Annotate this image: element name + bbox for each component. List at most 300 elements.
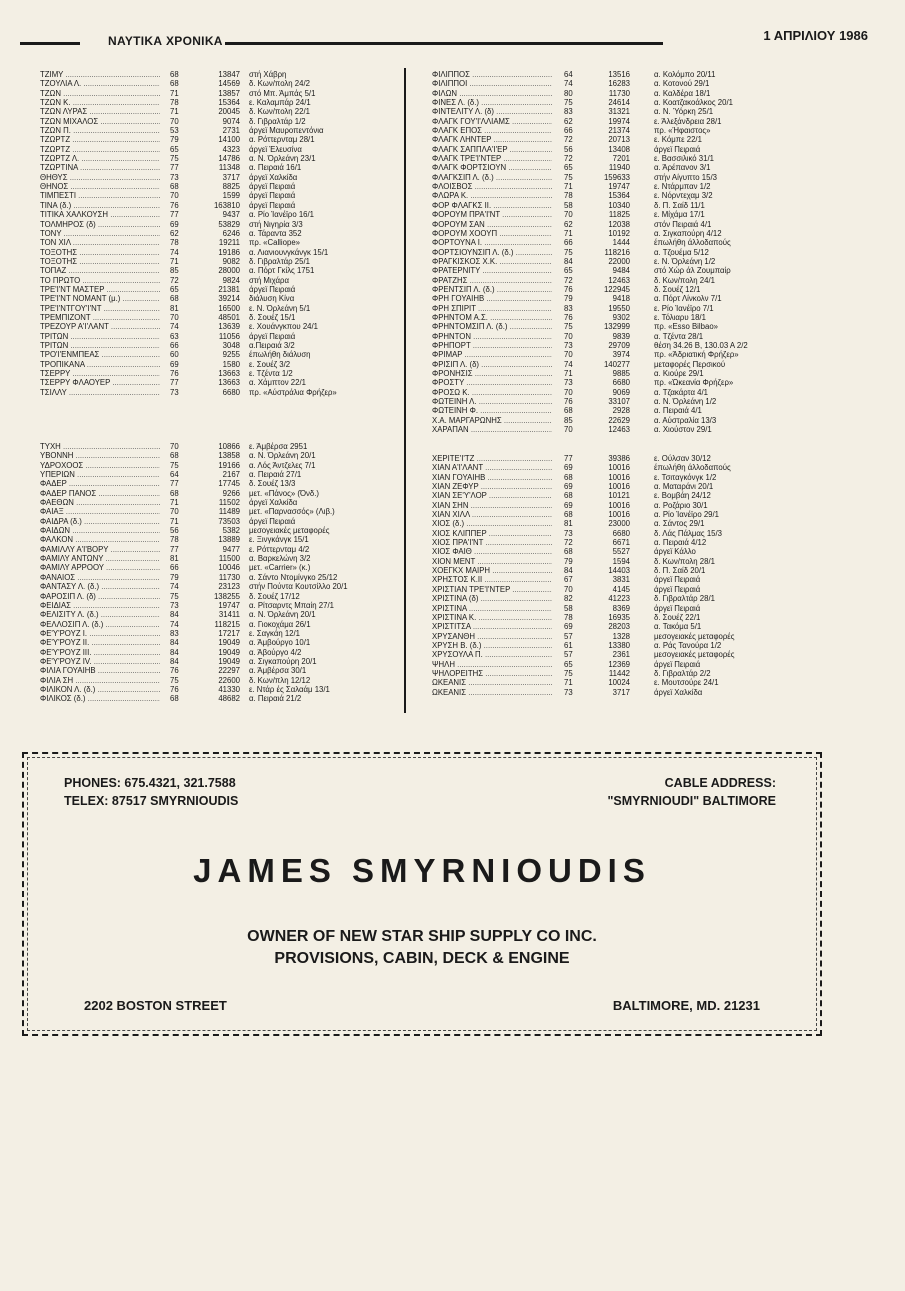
ship-row [40, 145, 395, 154]
tonnage: 22297 [218, 666, 240, 676]
ship-position: α. Κολόμπο 20/11 [654, 70, 716, 79]
build-year: 58 [564, 200, 573, 210]
ship-name: ΦΙΛΙΠΠΟΙ ..... [432, 79, 552, 88]
ship-name: ΤΖΩΡΤΙΝΑ ..... [40, 163, 160, 172]
tonnage: 9437 [222, 210, 240, 220]
tonnage: 19049 [218, 638, 240, 648]
ship-name: ΦΛΩΡΑ Κ. ..... [432, 191, 552, 200]
ad-cable-value: "SMYRNIOUDI" BALTIMORE [607, 794, 776, 808]
ship-name: ΦΙΛΙΚΟΣ (δ.) ..... [40, 694, 160, 703]
build-year: 68 [170, 294, 179, 304]
ship-name: ΦΟΡΤΟΥΝΑ Ι. ..... [432, 238, 552, 247]
ship-row [40, 378, 395, 387]
tonnage: 11730 [218, 572, 240, 582]
tonnage: 132999 [603, 322, 630, 332]
ship-position: θέση 34.26 Β, 130.03 Α 2/2 [654, 340, 748, 350]
ship-row [432, 154, 822, 163]
ship-row [432, 575, 822, 584]
ship-list-col1 [40, 70, 395, 397]
ship-name: ΩΚΕΑΝΙΣ ..... [432, 678, 552, 687]
build-year: 77 [564, 454, 573, 463]
ship-name: ΦΑΜΙΛΥ ΑΝΤΩΝΥ ..... [40, 554, 160, 563]
ship-row [432, 313, 822, 322]
ship-position: δ. Κων/πολη 24/1 [654, 275, 715, 285]
ship-name: ΧΙΑΝ ΓΟΥΑΙΗΒ ..... [432, 473, 552, 482]
ship-row [432, 70, 822, 79]
build-year: 68 [170, 70, 179, 79]
ship-row [432, 285, 822, 294]
ship-name: ΤΙΤΙΚΑ ΧΑΛΚΟΥΣΗ ..... [40, 210, 160, 219]
tonnage: 16283 [608, 79, 630, 89]
ship-row [40, 126, 395, 135]
ship-position: άργεϊ Χαλκίδα [249, 172, 298, 182]
build-year: 74 [170, 247, 179, 257]
ship-name: ΦΡΕΝΤΣΙΠ Λ. (δ.) ..... [432, 285, 552, 294]
ship-position: α. Ροζάριο 30/1 [654, 500, 708, 510]
ship-name: ΤΡΙΤΩΝ ..... [40, 332, 160, 341]
tonnage: 2361 [612, 650, 630, 660]
ship-name: ΧΙΑΝ ΧΙΛΛ ..... [432, 510, 552, 519]
ship-row [432, 491, 822, 500]
build-year: 76 [170, 369, 179, 378]
ship-name: ΤΡΙΤΩΝ ..... [40, 341, 160, 350]
tonnage: 10192 [608, 228, 630, 238]
ship-name: ΤΖΩΝ ΜΙΧΑΛΟΣ ..... [40, 117, 160, 126]
ship-name: ΤΟΛΜΗΡΟΣ (δ) ..... [40, 220, 160, 229]
ship-position: α. Λός Άντζελες 7/1 [249, 460, 316, 470]
ship-name: ΦΡΗΝΤΟΜ Α.Σ. ..... [432, 313, 552, 322]
ship-row [432, 378, 822, 387]
tonnage: 33107 [608, 397, 630, 407]
build-year: 84 [564, 566, 573, 576]
ship-row [432, 294, 822, 303]
ship-position: ε. Καλαμπάρ 24/1 [249, 98, 311, 108]
ship-name: ΧΡΥΣΑΝΘΗ ..... [432, 632, 552, 641]
tonnage: 9074 [222, 116, 240, 126]
ship-position: α. Ρίο Ίανέϊρο 29/1 [654, 510, 719, 520]
ship-position: στόν Πειραιά 4/1 [654, 219, 712, 229]
ship-row [40, 388, 395, 397]
ship-position: στή Μιχάρα [249, 275, 289, 285]
ship-row [40, 163, 395, 172]
build-year: 69 [564, 482, 573, 492]
ship-row [40, 638, 395, 647]
tonnage: 3717 [222, 172, 240, 182]
ship-position: έπωλήθη άλλοδαπούς [654, 238, 731, 248]
tonnage: 6680 [612, 528, 630, 538]
ship-name: ΤΖΩΝ Κ. ..... [40, 98, 160, 107]
tonnage: 39214 [218, 294, 240, 304]
ship-name: ΦΟΡ ΦΛΑΓΚΣ ΙΙ. ..... [432, 201, 552, 210]
ship-name: Χ.Α. ΜΑΡΓΑΡΩΝΗΣ ..... [432, 416, 552, 425]
ship-position: μεσογειακές μεταφορές [654, 650, 735, 660]
ship-position: στή Νιγηρία 3/3 [249, 219, 303, 229]
ship-name: ΧΟΕΓΚΧ ΜΑΙΡΗ ..... [432, 566, 552, 575]
ship-position: α. Άμβούργο 10/1 [249, 638, 311, 648]
ship-name: ΧΡΙΣΤΙΝΑ ..... [432, 604, 552, 613]
ship-position: άργεϊ Πειραιά [249, 331, 296, 341]
ship-name: ΤΣΕΡΡΥ ..... [40, 369, 160, 378]
build-year: 70 [170, 507, 179, 517]
ship-name: ΤΟΠΑΖ ..... [40, 266, 160, 275]
ship-row [40, 685, 395, 694]
ship-row [40, 657, 395, 666]
ship-row [40, 517, 395, 526]
ship-name: ΦΡΗΠΟΡΤ ..... [432, 341, 552, 350]
ship-position: στό Μπ. Άμπάς 5/1 [249, 88, 316, 98]
ship-position: δ. Κων/πολη 28/1 [654, 556, 715, 566]
ship-name: ΦΑΛΚΟΝ ..... [40, 535, 160, 544]
ship-row [40, 154, 395, 163]
ship-position: α. Σιγκαπούρη 4/12 [654, 228, 722, 238]
ship-row [432, 566, 822, 575]
build-year: 69 [564, 500, 573, 510]
tonnage: 5382 [222, 526, 240, 536]
build-year: 62 [170, 228, 179, 238]
ship-name: ΤΖΟΥΛΙΑ Λ. ..... [40, 79, 160, 88]
ship-row [40, 238, 395, 247]
ship-row [40, 648, 395, 657]
build-year: 79 [170, 572, 179, 582]
ship-position: δ. Λάς Πάλμας 15/3 [654, 528, 723, 538]
ship-name: ΦΛΟΙΣΒΟΣ ..... [432, 182, 552, 191]
build-year: 60 [170, 350, 179, 360]
tonnage: 20045 [218, 107, 240, 117]
build-year: 73 [170, 387, 179, 397]
ship-name: ΦΛΑΓΚ ΣΑΠΠΛΑ'Ι'ΕΡ ..... [432, 145, 552, 154]
ship-row [40, 470, 395, 479]
ship-row [40, 573, 395, 582]
ship-position: άργεϊ Πειραιά [249, 284, 296, 294]
build-year: 68 [564, 510, 573, 520]
ship-position: α. Ματαράνι 20/1 [654, 482, 714, 492]
ship-name: ΧΡΙΣΤΙΝΑ (δ) ..... [432, 594, 552, 603]
ship-name: ΦΡΗΝΤΟΜΣΙΠ Λ. (δ.) ..... [432, 322, 552, 331]
ship-position: α. Σάντος 29/1 [654, 519, 705, 529]
ship-row [432, 406, 822, 415]
build-year: 73 [170, 172, 179, 182]
build-year: 74 [564, 79, 573, 89]
build-year: 67 [564, 575, 573, 585]
ship-row [432, 594, 822, 603]
build-year: 70 [170, 116, 179, 126]
tonnage: 2928 [612, 406, 630, 416]
column-divider [404, 68, 406, 713]
ship-name: ΤΡΕΖΟΥΡ Α'Ι'ΛΑΝΤ ..... [40, 322, 160, 331]
build-year: 78 [170, 535, 179, 545]
build-year: 77 [170, 378, 179, 388]
ship-position: ε. Ρίο Ίανέϊρο 7/1 [654, 303, 714, 313]
ship-name: ΤΟ ΠΡΩΤΟ ..... [40, 276, 160, 285]
tonnage: 19049 [218, 656, 240, 666]
ship-name: ΦΕΙΔΙΑΣ ..... [40, 601, 160, 610]
build-year: 66 [564, 126, 573, 136]
ship-name: ΤΡΕ'Ι'ΝΤΓΟΥ'Ι'ΝΤ ..... [40, 304, 160, 313]
ship-position: ε. Βασσιλικό 31/1 [654, 154, 714, 164]
tonnage: 11348 [218, 163, 240, 173]
tonnage: 13516 [608, 70, 630, 79]
ship-row [432, 519, 822, 528]
build-year: 75 [564, 172, 573, 182]
ship-name: ΧΙΑΝ Α'Ι'ΛΑΝΤ ..... [432, 463, 552, 472]
ship-position: άργεϊ Μαυροπεντόνια [249, 126, 324, 136]
ship-name: ΤΖΩΡΤΖ ..... [40, 145, 160, 154]
build-year: 74 [170, 322, 179, 332]
ship-position: ε. Άμβέρσα 2951 [249, 442, 308, 451]
tonnage: 6680 [222, 387, 240, 397]
tonnage: 28203 [608, 622, 630, 632]
ship-name: ΦΑΝΤΑΣΥ Λ. (δ.) ..... [40, 582, 160, 591]
ship-name: ΥΔΡΟΧΟΟΣ ..... [40, 461, 160, 470]
tonnage: 19747 [608, 182, 630, 192]
page-header [20, 28, 880, 48]
build-year: 75 [170, 591, 179, 601]
ship-name: ΦΩΤΕΙΝΗ Φ. ..... [432, 406, 552, 415]
ship-name: ΧΕΡΙΤΕ'Ι'ΤΖ ..... [432, 454, 552, 463]
ship-name: ΤΖΩΝ ΛΥΡΑΣ ..... [40, 107, 160, 116]
ship-position: α. Ν. Όρλεάνη 23/1 [249, 154, 316, 164]
ship-name: ΧΡΙΣΤΙΑΝ ΤΡΕ'Ι'ΝΤΕΡ ..... [432, 585, 552, 594]
ship-name: ΘΗΝΟΣ ..... [40, 182, 160, 191]
ship-position: α. Ράς Τανούρα 1/2 [654, 640, 722, 650]
ship-row [432, 688, 822, 697]
ship-position: άργεϊ Πειραιά [249, 516, 296, 526]
ship-position: μετ. «Πάνος» (Όνδ.) [249, 488, 319, 498]
ship-position: α. Πειραιά 27/1 [249, 470, 302, 480]
ship-row [432, 425, 822, 434]
build-year: 69 [564, 463, 573, 473]
ship-position: ε. Ντάρ ές Σαλαάμ 13/1 [249, 684, 330, 694]
ship-row [40, 369, 395, 378]
tonnage: 1599 [222, 191, 240, 201]
ship-row [432, 238, 822, 247]
ship-name: ΦΑΜΙΛΥ ΑΡΡΟΟΥ ..... [40, 563, 160, 572]
ship-position: α. Χάμπτον 22/1 [249, 378, 306, 388]
tonnage: 8369 [612, 603, 630, 613]
tonnage: 9885 [612, 369, 630, 378]
tonnage: 7201 [612, 154, 630, 164]
ship-position: α. Καλδέρα 18/1 [654, 88, 711, 98]
ship-name: ΧΙΟΣ (δ.) ..... [432, 519, 552, 528]
build-year: 84 [170, 638, 179, 648]
ship-position: α.Πειραιά 3/2 [249, 340, 295, 350]
ship-position: μεταφορές Περσικού [654, 359, 726, 369]
build-year: 78 [170, 238, 179, 248]
ship-position: άργεϊ Χαλκίδα [654, 687, 703, 697]
tonnage: 23123 [218, 582, 240, 592]
ship-name: ΦΙΝΤΕΛΙΤΥ Λ. (δ) ..... [432, 107, 552, 116]
ship-row [40, 563, 395, 572]
ship-name: ΨΗΛΟΡΕΙΤΗΣ ..... [432, 669, 552, 678]
ship-position: άργεϊ Έλευσίνα [249, 144, 302, 154]
tonnage: 31411 [218, 610, 240, 620]
ship-position: α. Τάραντα 352 [249, 228, 302, 238]
ship-name: ΦΑΙΑΞ ..... [40, 507, 160, 516]
build-year: 81 [170, 303, 179, 313]
tonnage: 19747 [218, 600, 240, 610]
tonnage: 13847 [218, 70, 240, 79]
ship-row [40, 98, 395, 107]
ship-name: ΦΟΡΤΣΙΟΥΝΣΙΠ Λ. (δ.) ..... [432, 248, 552, 257]
build-year: 68 [170, 182, 179, 192]
build-year: 83 [170, 628, 179, 638]
ship-name: ΦΛΑΓΚ ΦΟΡΤΣΙΟΥΝ ..... [432, 163, 552, 172]
ship-row [40, 507, 395, 516]
ship-row [432, 248, 822, 257]
ship-position: στήν Πούντα Κουτσίλλο 20/1 [249, 582, 348, 592]
ship-position: ε. Βομβάη 24/12 [654, 491, 711, 501]
ship-row [40, 451, 395, 460]
build-year: 72 [564, 538, 573, 548]
ship-name: ΦΙΛΙΠΠΟΣ ..... [432, 70, 552, 79]
tonnage: 19186 [218, 247, 240, 257]
ship-position: α. Πειραιά 4/1 [654, 406, 702, 416]
issue-date: 1 ΑΠΡΙΛΙΟΥ 1986 [763, 28, 868, 43]
tonnage: 3974 [612, 350, 630, 360]
tonnage: 3048 [222, 340, 240, 350]
ship-name: ΦΟΡΟΥΜ ΣΑΝ ..... [432, 220, 552, 229]
build-year: 66 [170, 563, 179, 573]
ship-position: α. Ν. Όρλεάνη 20/1 [249, 610, 316, 620]
tonnage: 10016 [608, 463, 630, 473]
tonnage: 53829 [218, 219, 240, 229]
ship-row [432, 276, 822, 285]
ship-row [432, 641, 822, 650]
ship-position: α. Τζέντα 28/1 [654, 331, 704, 341]
ship-name: ΤΙΝΑ (δ.) ..... [40, 201, 160, 210]
ship-position: άργεϊ Πειραιά [654, 575, 701, 585]
build-year: 70 [564, 331, 573, 341]
build-year: 75 [564, 668, 573, 678]
ship-position: ε. Ρόττερνταμ 4/2 [249, 544, 310, 554]
ship-name: ΦΛΑΓΚΣΙΠ Λ. (δ.) ..... [432, 173, 552, 182]
tonnage: 118215 [214, 619, 240, 629]
build-year: 75 [564, 322, 573, 332]
ship-position: δ. Σουέζ 12/1 [654, 284, 701, 294]
ship-name: ΥΒΟΝΝΗ ..... [40, 451, 160, 460]
ship-row [432, 332, 822, 341]
build-year: 76 [170, 200, 179, 210]
tonnage: 4323 [222, 144, 240, 154]
build-year: 56 [170, 526, 179, 536]
tonnage: 163810 [213, 200, 240, 210]
tonnage: 16500 [218, 303, 240, 313]
tonnage: 29709 [608, 340, 630, 350]
tonnage: 10024 [608, 678, 630, 688]
ship-position: α. Πειραιά 16/1 [249, 163, 302, 173]
ship-position: α. Χιούστον 29/1 [654, 425, 712, 435]
ad-telex: TELEX: 87517 SMYRNIOUDIS [64, 794, 239, 808]
ship-name: ΦΡΙΜΑΡ ..... [432, 350, 552, 359]
build-year: 65 [170, 284, 179, 294]
ship-list-col2 [40, 442, 395, 704]
tonnage: 5527 [612, 547, 630, 557]
ship-row [40, 229, 395, 238]
tonnage: 9484 [612, 266, 630, 276]
ship-name: ΤΖΩΡΤΖ Λ. ..... [40, 154, 160, 163]
tonnage: 41223 [608, 594, 630, 604]
build-year: 61 [564, 640, 573, 650]
ship-name: ΧΙΟΣ ΠΡΑ'Ι'ΝΤ ..... [432, 538, 552, 547]
ship-position: α. Βαρκελώνη 3/2 [249, 554, 311, 564]
ship-row [40, 322, 395, 331]
tonnage: 10016 [608, 482, 630, 492]
ship-position: ε. Ν. Όρλεάνη 1/2 [654, 256, 716, 266]
build-year: 82 [564, 594, 573, 604]
ship-name: ΦΙΛΙΚΟΝ Λ. (δ.) ..... [40, 685, 160, 694]
ship-position: α. Ρίο Ίανέϊρο 16/1 [249, 210, 314, 220]
ship-name: ΦΛΑΓΚ ΕΠΟΣ ..... [432, 126, 552, 135]
ship-name: ΦΕ'Υ'ΡΟΥΖ ΙΙΙ. ..... [40, 648, 160, 657]
build-year: 68 [564, 472, 573, 482]
ship-row [40, 313, 395, 322]
ship-row [40, 201, 395, 210]
ship-row [432, 547, 822, 556]
build-year: 70 [170, 442, 179, 451]
ship-row [432, 538, 822, 547]
ad-cable-label: CABLE ADDRESS: [664, 776, 776, 790]
ship-row [40, 220, 395, 229]
build-year: 64 [170, 470, 179, 480]
ship-position: δ. Γιβραλτάρ 1/2 [249, 116, 306, 126]
build-year: 71 [170, 516, 179, 526]
ship-row [432, 622, 822, 631]
tonnage: 16935 [608, 612, 630, 622]
tonnage: 13858 [218, 451, 240, 461]
build-year: 69 [170, 359, 179, 369]
tonnage: 10121 [608, 491, 630, 501]
tonnage: 17217 [218, 628, 240, 638]
ship-row [40, 629, 395, 638]
ship-name: ΤΡΕΜΠΙΖΟΝΤ ..... [40, 313, 160, 322]
build-year: 78 [170, 98, 179, 108]
ship-row [40, 79, 395, 88]
ship-row [432, 585, 822, 594]
tonnage: 10046 [218, 563, 240, 573]
ship-position: α. Κιούρε 29/1 [654, 369, 704, 378]
build-year: 68 [170, 488, 179, 498]
ship-name: ΤΥΧΗ ..... [40, 442, 160, 451]
tonnage: 1444 [612, 238, 630, 248]
ship-name: ΦΙΛΩΝ ..... [432, 89, 552, 98]
build-year: 62 [564, 219, 573, 229]
ship-position: έπωλήθη διάλυση [249, 350, 311, 360]
ad-city: BALTIMORE, MD. 21231 [612, 998, 760, 1013]
ship-name: ΤΙΜΠΕΣΤΙ ..... [40, 191, 160, 200]
tonnage: 14786 [218, 154, 240, 164]
ship-name: ΤΖΩΡΤΖ ..... [40, 135, 160, 144]
ship-name: ΤΟΞΟΤΗΣ ..... [40, 248, 160, 257]
tonnage: 140277 [603, 359, 630, 369]
build-year: 71 [564, 369, 573, 378]
ship-row [432, 613, 822, 622]
ship-name: ΧΡΥΣΟΥΛΑ Π. ..... [432, 650, 552, 659]
build-year: 83 [564, 107, 573, 117]
ship-position: α. Άβούργο 4/2 [249, 647, 302, 657]
tonnage: 15364 [218, 98, 240, 108]
build-year: 70 [564, 350, 573, 360]
tonnage: 9255 [222, 350, 240, 360]
ship-position: ε. Τόλιαρυ 18/1 [654, 312, 706, 322]
ship-position: πρ. «Άδριατική Φρήζερ» [654, 350, 739, 360]
build-year: 75 [170, 460, 179, 470]
ship-position: ε. Ν. Όρλεάνη 5/1 [249, 303, 311, 313]
ship-name: ΦΡΗ ΓΟΥΑΙΗΒ ..... [432, 294, 552, 303]
tonnage: 17745 [218, 479, 240, 489]
ship-position: ε. Σουέζ 3/2 [249, 359, 291, 369]
ship-position: α. Σιγκαπούρη 20/1 [249, 656, 317, 666]
build-year: 69 [564, 622, 573, 632]
